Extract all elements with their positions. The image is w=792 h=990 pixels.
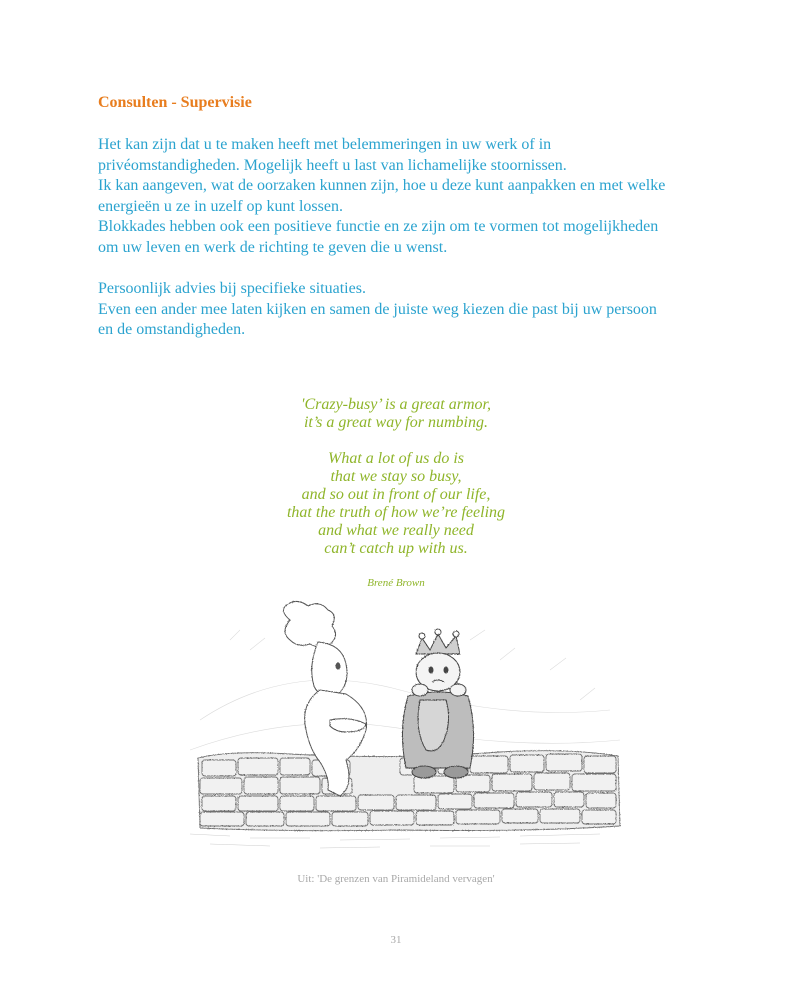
ground-shading [190,834,600,848]
page-heading: Consulten - Supervisie [98,94,252,111]
paragraph-line: privéomstandigheden. Mogelijk heeft u last van lichamelijke stoornissen. [98,156,567,174]
quote-line: that the truth of how we’re feeling [286,504,506,521]
quote-line: can’t catch up with us. [324,540,468,557]
illustration-caption: Uit: 'De grenzen van Piramideland vervagen' [297,873,495,885]
paragraph-line: om uw leven en werk de richting te geven die u wenst. [98,238,448,256]
paragraph-line: Het kan zijn dat u te maken heeft met belemmeringen in uw werk of in [98,136,552,153]
paragraph-line: energieën u ze in uzelf op kunt lossen. [98,197,343,215]
sketch-illustration [170,600,630,862]
paragraph-line: Ik kan aangeven, wat de oorzaken kunnen zijn, hoe u deze kunt aanpakken en met welke [98,177,666,194]
quote-line: 'Crazy-busy’ is a great armor, [301,396,491,413]
quote-line: What a lot of us do is [327,450,464,467]
quote-stanza-2 [200,450,592,558]
quote-line: and so out in front of our life, [301,486,491,503]
quote-line: that we stay so busy, [330,468,462,485]
paragraph-line: Persoonlijk advies bij specifieke situaties. [98,280,366,297]
paragraph-line: Blokkades hebben ook een positieve functie en ze zijn om te vormen tot mogelijkheden [98,218,659,235]
paragraph-line: en de omstandigheden. [98,321,246,338]
advice-paragraph [98,279,698,341]
quote-stanza-1 [200,396,592,432]
paragraph-line: Even een ander mee laten kijken en samen de juiste weg kiezen die past bij uw persoon [98,300,657,318]
intro-paragraph [98,135,698,258]
quote-line: it’s a great way for numbing. [303,414,488,431]
crowned-character [402,629,473,778]
page-number: 31 [390,934,402,946]
quote-author: Brené Brown [367,577,425,589]
quote-line: and what we really need [318,522,474,539]
